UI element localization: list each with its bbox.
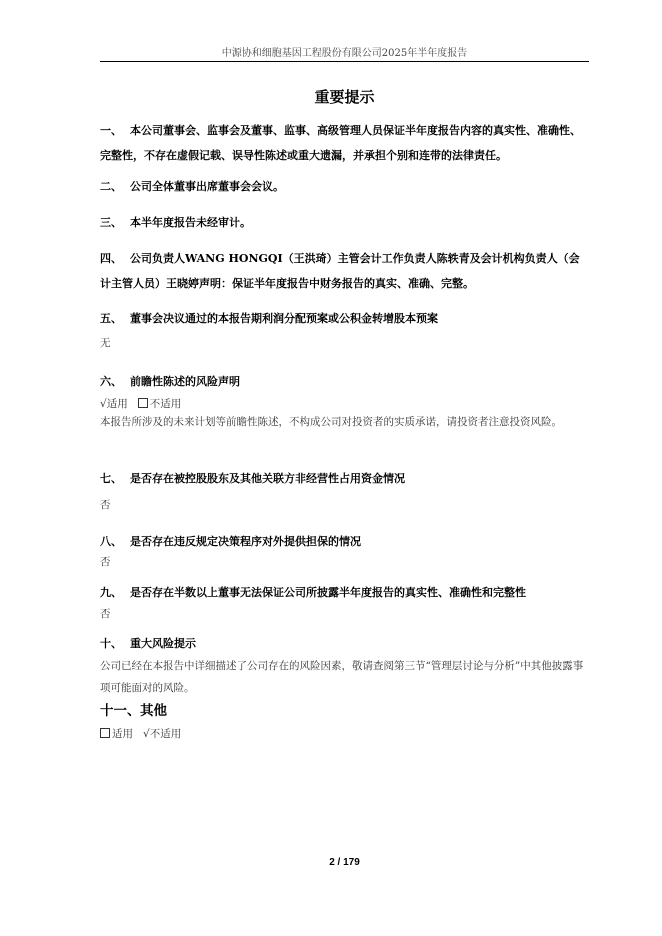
- item-text: 是否存在违反规定决策程序对外提供担保的情况: [130, 535, 361, 548]
- item-number: 六、: [100, 375, 122, 388]
- item-9-answer: 否: [100, 608, 111, 620]
- item-number: 八、: [100, 535, 122, 548]
- item-text: 本公司董事会、监事会及董事、监事、高级管理人员保证半年度报告内容的真实性、准确性、完整性，不存在虚假记载、误导性陈述或重大遗漏，并承担个别和连带的法律责任。: [100, 124, 581, 162]
- item-8-answer: 否: [100, 556, 111, 568]
- notice-item-11: [100, 699, 589, 724]
- item-6-answer: 本报告所涉及的未来计划等前瞻性陈述，不构成公司对投资者的实质承诺，请投资者注意投资风险。: [100, 416, 562, 428]
- item-text: 其他: [140, 703, 167, 719]
- item-7-answer: 否: [100, 499, 111, 511]
- notice-item-1: [100, 118, 589, 168]
- item-5-answer: 无: [100, 337, 111, 349]
- notice-item-4: [100, 246, 589, 296]
- item-11-applicability: [100, 723, 589, 745]
- item-text: 公司负责人WANG HONGQI（王洪琦）主管会计工作负责人陈轶青及会计机构负责人（会计主管人员）王晓婷声明：保证半年度报告中财务报告的真实、准确、完整。: [100, 252, 580, 290]
- applicable-label: 适用: [112, 728, 133, 740]
- checkbox-empty-icon: [138, 398, 148, 408]
- item-text: 前瞻性陈述的风险声明: [130, 375, 240, 388]
- item-text: 董事会决议通过的本报告期利润分配预案或公积金转增股本预案: [130, 312, 438, 325]
- notice-item-2: [100, 174, 589, 199]
- notice-item-7: [100, 466, 589, 491]
- item-number: 三、: [100, 216, 122, 229]
- item-number: 十、: [100, 637, 122, 650]
- item-number: 九、: [100, 586, 122, 599]
- applicable-label: √适用: [100, 398, 128, 410]
- page-number: 2 / 179: [329, 857, 360, 868]
- item-10-answer: 公司已经在本报告中详细描述了公司存在的风险因素，敬请查阅第三节“管理层讨论与分析”中其他披露事项可能面对的风险。: [100, 660, 584, 694]
- item-number: 五、: [100, 312, 122, 325]
- checkbox-empty-icon: [100, 728, 110, 738]
- notice-item-10: [100, 631, 589, 656]
- notice-item-9: [100, 580, 589, 605]
- not-applicable-option: [143, 723, 181, 745]
- item-text: 公司全体董事出席董事会会议。: [130, 180, 284, 193]
- item-text: 是否存在被控股股东及其他关联方非经营性占用资金情况: [130, 472, 405, 485]
- header-rule: [100, 61, 589, 62]
- notice-item-6: [100, 369, 589, 394]
- item-number: 七、: [100, 472, 122, 485]
- item-text: 本半年度报告未经审计。: [130, 216, 251, 229]
- item-text: 重大风险提示: [130, 637, 196, 650]
- item-number: 十一、: [100, 703, 141, 719]
- notice-item-5: [100, 306, 589, 331]
- item-text: 是否存在半数以上董事无法保证公司所披露半年度报告的真实性、准确性和完整性: [130, 586, 526, 599]
- not-applicable-label: 不适用: [149, 398, 182, 410]
- item-number: 四、: [100, 252, 122, 265]
- item-number: 一、: [100, 124, 122, 137]
- notice-item-3: [100, 210, 589, 235]
- page-title: 重要提示: [314, 88, 375, 106]
- not-applicable-label: √不适用: [143, 728, 182, 740]
- applicable-option: [100, 723, 133, 745]
- item-number: 二、: [100, 180, 122, 193]
- running-header: 中源协和细胞基因工程股份有限公司2025年半年度报告: [221, 48, 468, 59]
